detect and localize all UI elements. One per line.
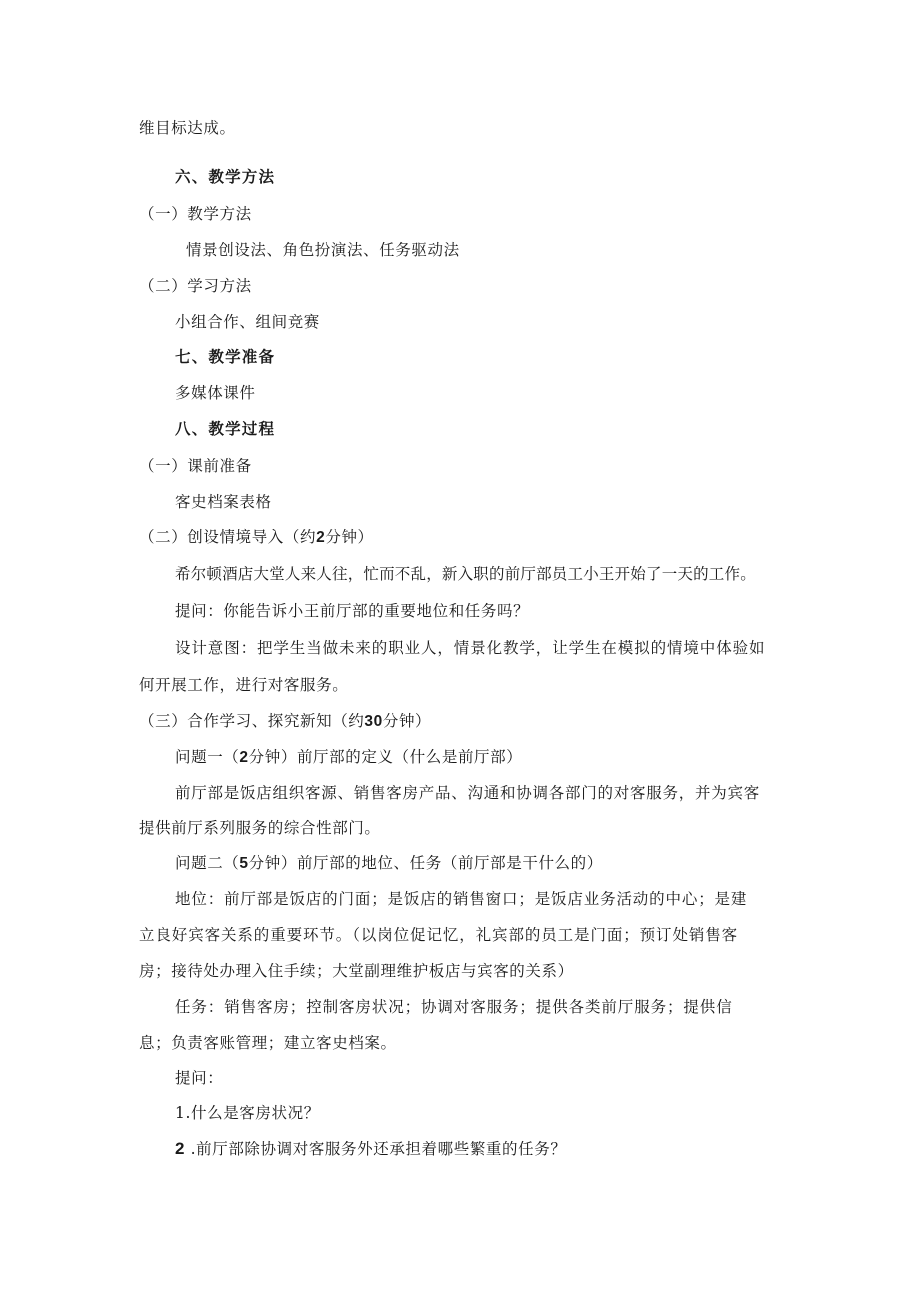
question-one-title: 分钟）前厅部的定义（什么是前厅部）	[248, 748, 523, 766]
question-one-label: 问题一（	[175, 748, 240, 766]
ask-item-2-text: .前厅部除协调对客服务外还承担着哪些繁重的任务？	[185, 1140, 567, 1158]
status-line-3: 房；接待处办理入住手续；大堂副理维护板店与宾客的关系）	[139, 962, 574, 980]
question-one-minutes: 2	[239, 749, 249, 766]
design-intent-line-1: 设计意图：把学生当做未来的职业人，情景化教学，让学生在模拟的情境中体验如	[175, 639, 766, 657]
scenario-intro-minutes: 2	[316, 529, 326, 546]
subheading-teaching-method: （一）教学方法	[139, 205, 252, 223]
scenario-paragraph: 希尔顿酒店大堂人来人往，忙而不乱，新入职的前厅部员工小王开始了一天的工作。	[175, 565, 756, 583]
section-heading-process: 八、教学过程	[175, 419, 276, 438]
status-line-1: 地位：前厅部是饭店的门面；是饭店的销售窗口；是饭店业务活动的中心；是建	[175, 890, 748, 908]
teaching-method-text: 情景创设法、角色扮演法、任务驱动法	[186, 241, 460, 259]
tasks-line-1: 任务：销售客房；控制客房状况；协调对客服务；提供各类前厅服务；提供信	[175, 998, 733, 1016]
definition-line-2: 提供前厅系列服务的综合性部门。	[139, 819, 381, 837]
tasks-line-2: 息；负责客账管理；建立客史档案。	[139, 1034, 397, 1052]
ask-item-2	[175, 1139, 566, 1159]
scenario-intro-unit: 分钟）	[325, 528, 374, 546]
subheading-cooperative-learning	[139, 711, 431, 732]
cooperative-learning-unit: 分钟）	[382, 712, 432, 730]
scenario-intro-label: （二）创设情境导入（约	[139, 528, 317, 546]
section-heading-preparation: 七、教学准备	[175, 347, 276, 366]
cooperative-learning-minutes: 30	[364, 713, 383, 730]
definition-line-1: 前厅部是饭店组织客源、销售客房产品、沟通和协调各部门的对客服务，并为宾客	[175, 784, 761, 802]
subheading-learning-method: （二）学习方法	[139, 277, 252, 295]
preparation-text: 多媒体课件	[175, 384, 256, 402]
question-two-label: 问题二（	[175, 854, 240, 872]
ask-label: 提问：	[175, 1069, 224, 1087]
question-two-heading	[175, 853, 603, 874]
ask-item-1: 1.什么是客房状况？	[175, 1104, 320, 1122]
subheading-scenario-intro	[139, 527, 374, 548]
scenario-question: 提问：你能告诉小王前厅部的重要地位和任务吗？	[175, 602, 530, 620]
section-heading-teaching-methods: 六、教学方法	[175, 167, 276, 186]
status-line-2: 立良好宾客关系的重要环节。（以岗位促记忆，礼宾部的员工是门面；预订处销售客	[139, 926, 739, 944]
pre-class-text: 客史档案表格	[175, 493, 272, 511]
cooperative-learning-label: （三）合作学习、探究新知（约	[139, 712, 365, 730]
question-one-heading	[175, 747, 522, 768]
question-two-title: 分钟）前厅部的地位、任务（前厅部是干什么的）	[248, 854, 603, 872]
learning-method-text: 小组合作、组间竞赛	[175, 313, 320, 331]
subheading-pre-class: （一）课前准备	[139, 457, 252, 475]
design-intent-line-2: 何开展工作，进行对客服务。	[139, 676, 349, 694]
question-two-minutes: 5	[239, 855, 249, 872]
paragraph-continuation: 维目标达成。	[139, 119, 236, 137]
ask-item-2-number: 2	[175, 1139, 186, 1158]
